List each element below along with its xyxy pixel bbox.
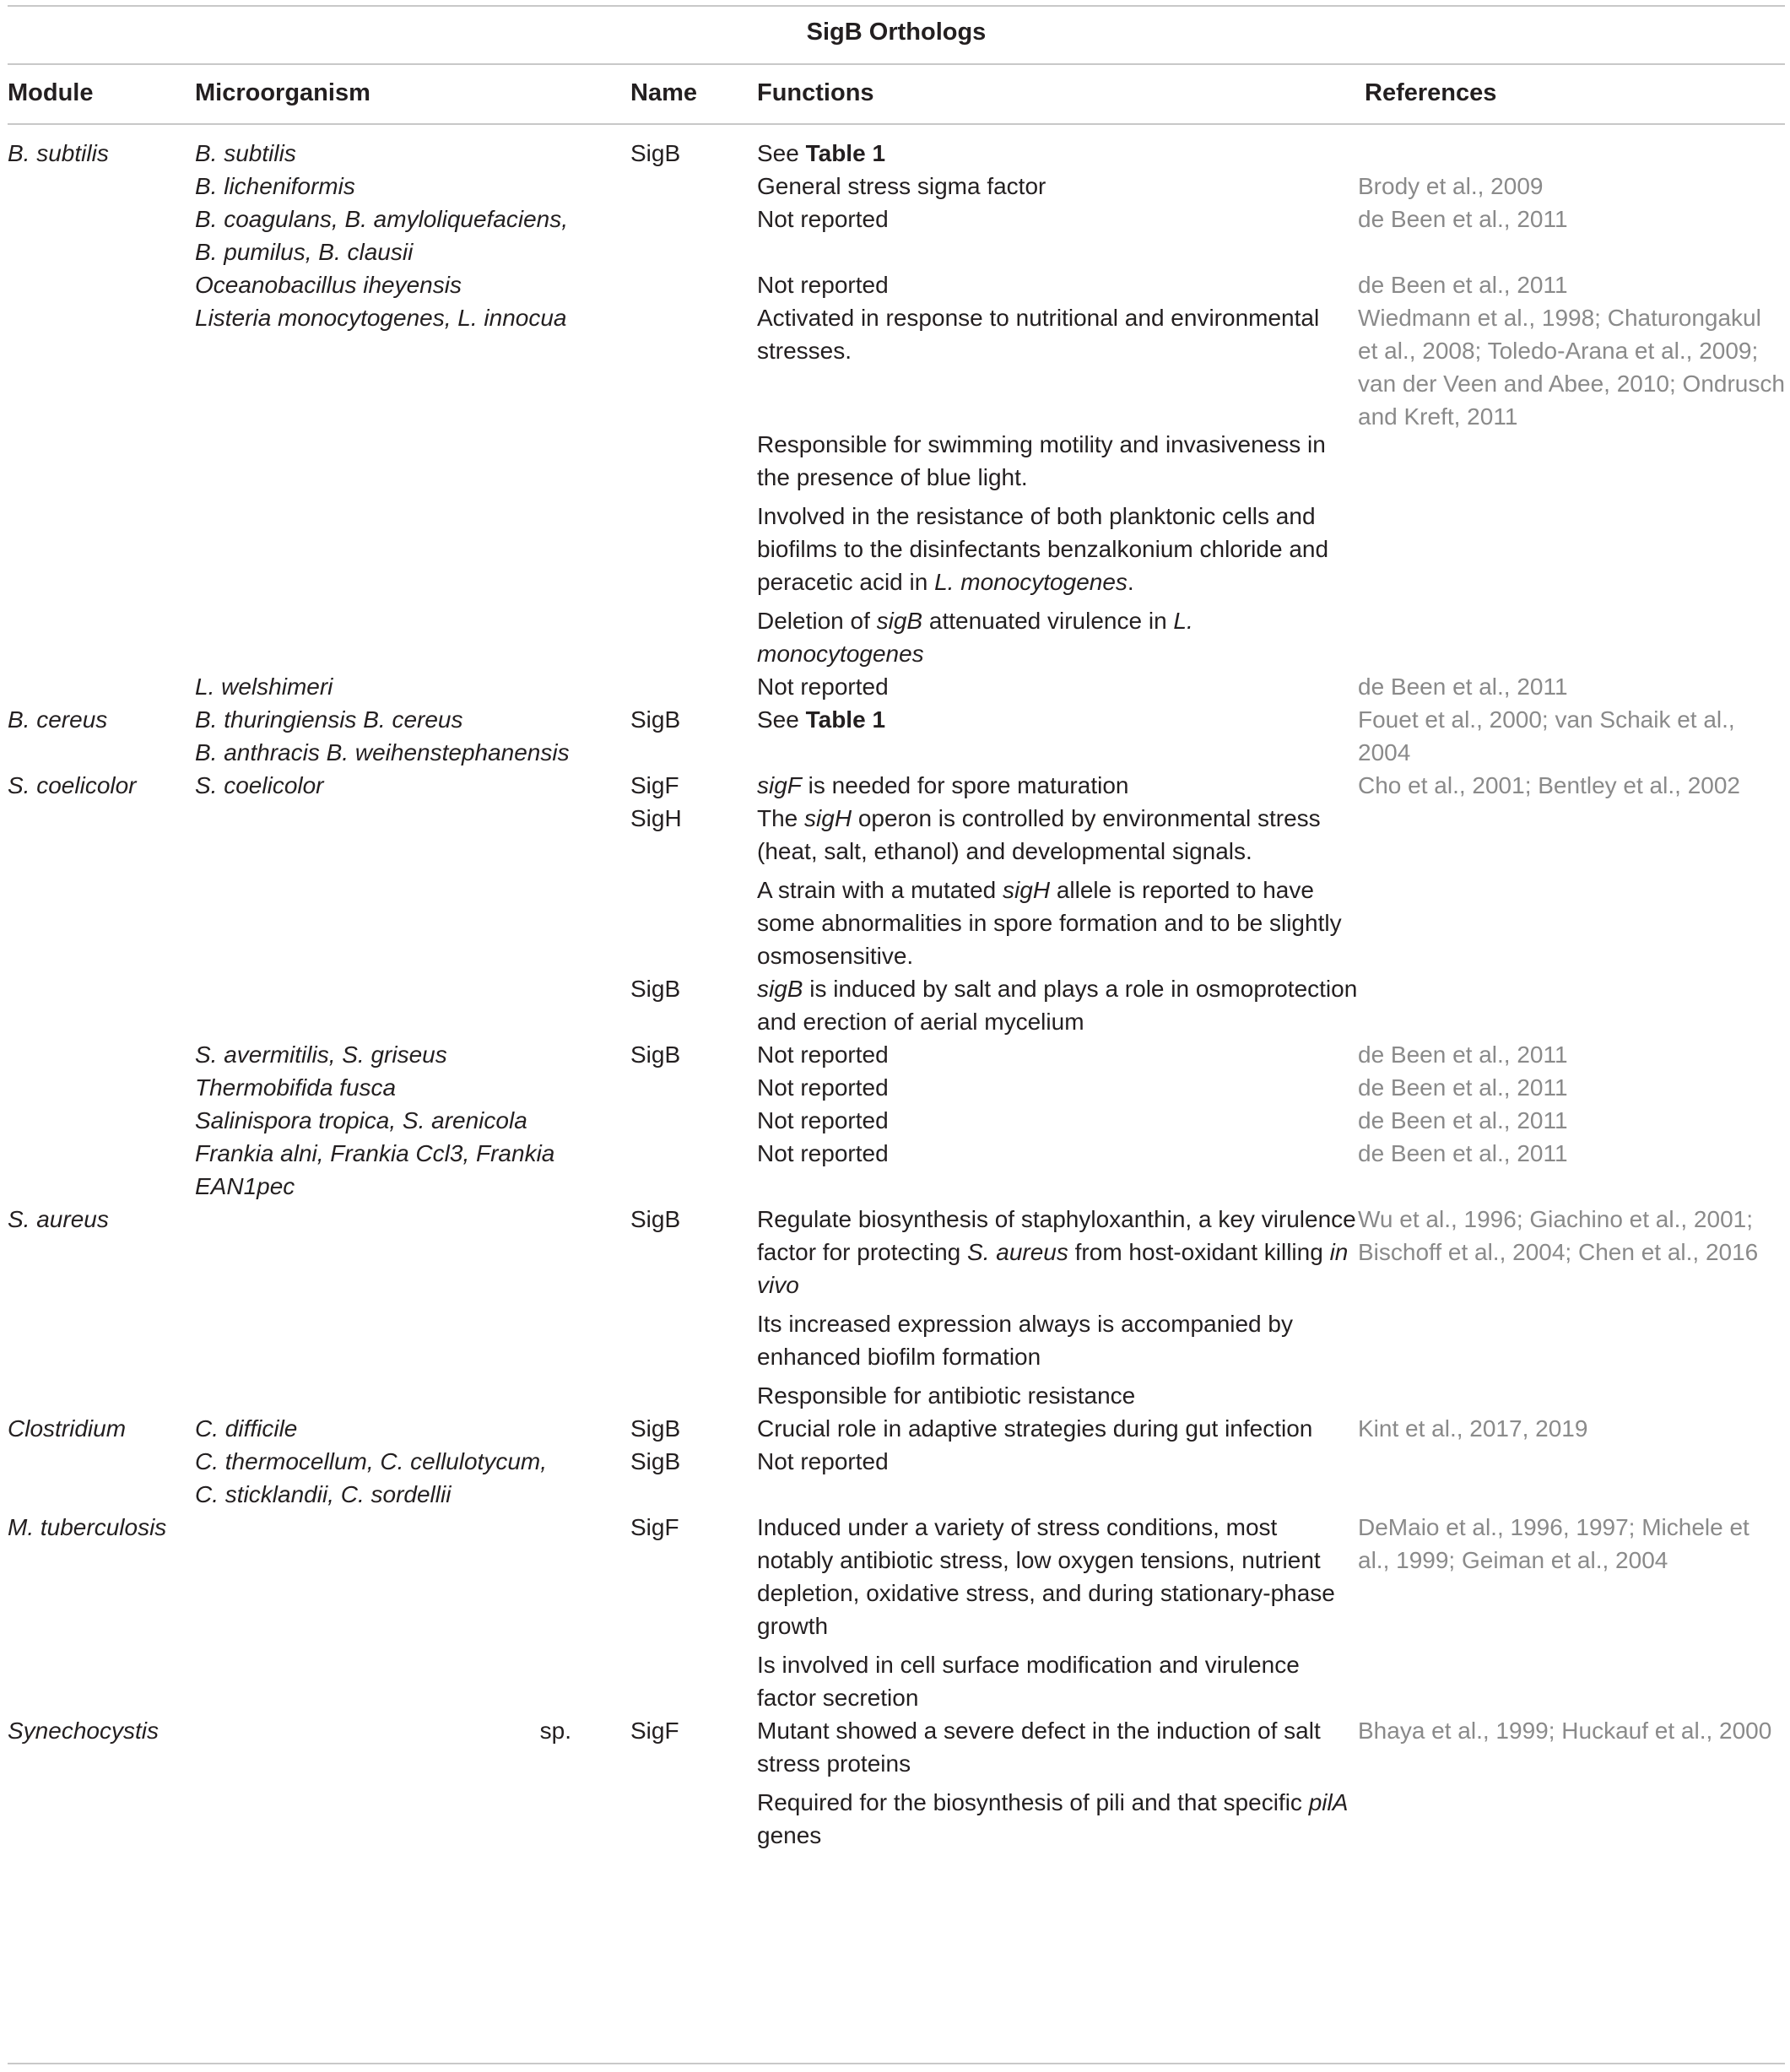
functions-cell: See Table 1	[757, 140, 886, 166]
functions-cell: sigB is induced by salt and plays a role in osmoprotection and erection of aerial mycelium	[757, 976, 1358, 1035]
table-row	[8, 1203, 1785, 1412]
name-cell: SigH	[630, 805, 682, 831]
table-row	[8, 703, 1785, 769]
table-row	[8, 1445, 1785, 1511]
name-cell: SigB	[630, 1206, 681, 1232]
references-cell: de Been et al., 2011	[1358, 272, 1568, 298]
name-cell: SigF	[630, 1514, 679, 1540]
functions-cell: Not reported	[757, 1448, 889, 1474]
module-cell: S. coelicolor	[8, 772, 137, 798]
functions-cell: sigF is needed for spore maturation	[757, 772, 1129, 798]
microorganism-cell: sp.	[539, 1718, 571, 1744]
references-cell: Wu et al., 1996; Giachino et al., 2001; Bischoff et al., 2004; Chen et al., 2016	[1358, 1206, 1759, 1265]
functions-cell: The sigH operon is controlled by environmental stress (heat, salt, ethanol) and developmental signals. A strain with a mutated sigH allele is reported to have some abnormalities in spore formation and to be slightly osmosensitive.	[757, 805, 1342, 969]
name-cell: SigB	[630, 140, 681, 166]
name-cell: SigB	[630, 1448, 681, 1474]
functions-cell: Not reported	[757, 1107, 889, 1133]
title-rule	[8, 63, 1785, 65]
col-header-module: Module	[8, 79, 94, 106]
table-row	[8, 268, 1785, 301]
table-row	[8, 670, 1785, 703]
table-title: SigB Orthologs	[806, 19, 987, 46]
references-cell: DeMaio et al., 1996, 1997; Michele et al., 1999; Geiman et al., 2004	[1358, 1514, 1749, 1573]
top-rule	[8, 5, 1785, 7]
functions-cell: General stress sigma factor	[757, 173, 1046, 199]
functions-cell: Not reported	[757, 674, 889, 700]
module-cell: M. tuberculosis	[8, 1514, 167, 1540]
module-cell: S. aureus	[8, 1206, 109, 1232]
table-row	[8, 1412, 1785, 1445]
references-cell: de Been et al., 2011	[1358, 206, 1568, 232]
table-row	[8, 1104, 1785, 1137]
references-cell: de Been et al., 2011	[1358, 1107, 1568, 1133]
references-cell: Brody et al., 2009	[1358, 173, 1544, 199]
references-cell	[1358, 1445, 1785, 1511]
name-cell: SigB	[630, 1415, 681, 1442]
references-cell: Kint et al., 2017, 2019	[1358, 1415, 1588, 1442]
module-cell: Synechocystis	[8, 1718, 159, 1744]
microorganism-cell: B. coagulans, B. amyloliquefaciens, B. pumilus, B. clausii	[195, 206, 569, 265]
microorganism-cell: Thermobifida fusca	[195, 1074, 397, 1101]
functions-cell: Not reported	[757, 272, 889, 298]
references-cell: Bhaya et al., 1999; Huckauf et al., 2000	[1358, 1718, 1772, 1744]
table-row	[8, 170, 1785, 203]
table-row	[8, 203, 1785, 268]
table-row	[8, 972, 1785, 1038]
references-cell	[1358, 137, 1785, 170]
references-cell: Fouet et al., 2000; van Schaik et al., 2004	[1358, 706, 1735, 766]
microorganism-cell: S. coelicolor	[195, 772, 324, 798]
functions-cell: Crucial role in adaptive strategies during gut infection	[757, 1415, 1313, 1442]
bottom-rule	[8, 2063, 1785, 2064]
table-row	[8, 769, 1785, 802]
table-row	[8, 137, 1785, 170]
functions-cell: Mutant showed a severe defect in the induction of salt stress proteins Required for the biosynthesis of pili and that specific pilA genes	[757, 1718, 1349, 1848]
functions-cell: Not reported	[757, 1041, 889, 1068]
table-row	[8, 1511, 1785, 1714]
table-1-reference: Table 1	[805, 140, 886, 166]
col-header-microorganism: Microorganism	[195, 79, 370, 106]
module-cell: B. cereus	[8, 706, 108, 733]
table-row	[8, 1137, 1785, 1203]
microorganism-cell: B. subtilis	[195, 140, 296, 166]
header-rule	[8, 123, 1785, 125]
microorganism-cell: Listeria monocytogenes, L. innocua	[195, 305, 567, 331]
functions-cell: Induced under a variety of stress conditions, most notably antibiotic stress, low oxygen tensions, nutrient depletion, oxidative stress, and during stationary-phase growth Is involved in cell surface modification and virulence factor secretion	[757, 1514, 1335, 1711]
name-cell: SigB	[630, 976, 681, 1002]
microorganism-cell: Oceanobacillus iheyensis	[195, 272, 462, 298]
module-cell: Clostridium	[8, 1415, 127, 1442]
references-cell: de Been et al., 2011	[1358, 1041, 1568, 1068]
microorganism-cell: B. thuringiensis B. cereus B. anthracis B. weihenstephanensis	[195, 706, 570, 766]
functions-cell: See Table 1	[757, 706, 886, 733]
functions-cell: Activated in response to nutritional and environmental stresses. Responsible for swimming motility and invasiveness in the presence of blue light. Involved in the resistance of both planktonic cells and biofilms to the disinfectants benzalkonium chloride and peracetic acid in L. monocytogenes. Deletion of sigB attenuated virulence in L. monocytogenes	[757, 305, 1329, 667]
table-1-reference: Table 1	[805, 706, 886, 733]
name-cell: SigF	[630, 1718, 679, 1744]
references-cell: Wiedmann et al., 1998; Chaturongakul et al., 2008; Toledo-Arana et al., 2009; van der Veen and Abee, 2010; Ondrusch and Kreft, 2011	[1358, 305, 1785, 430]
references-cell: de Been et al., 2011	[1358, 674, 1568, 700]
table-row	[8, 1038, 1785, 1071]
functions-cell: Not reported	[757, 206, 889, 232]
references-cell: Cho et al., 2001; Bentley et al., 2002	[1358, 772, 1740, 798]
functions-cell: Regulate biosynthesis of staphyloxanthin, a key virulence factor for protecting S. aureus from host-oxidant killing in vivo Its increased expression always is accompanied by enhanced biofilm formation Responsible for antibiotic resistance	[757, 1206, 1356, 1409]
table-row	[8, 802, 1785, 972]
microorganism-cell: B. licheniformis	[195, 173, 355, 199]
col-header-name: Name	[630, 79, 697, 106]
table-row	[8, 1714, 1785, 1852]
microorganism-cell: C. difficile	[195, 1415, 298, 1442]
microorganism-cell: Frankia alni, Frankia Ccl3, Frankia EAN1pec	[195, 1140, 555, 1199]
table-row	[8, 1071, 1785, 1104]
table-row	[8, 301, 1785, 670]
col-header-functions: Functions	[757, 79, 874, 106]
functions-cell: Not reported	[757, 1074, 889, 1101]
table-body	[8, 137, 1785, 1852]
references-cell: de Been et al., 2011	[1358, 1140, 1568, 1166]
name-cell: SigB	[630, 1041, 681, 1068]
name-cell: SigB	[630, 706, 681, 733]
functions-cell: Not reported	[757, 1140, 889, 1166]
microorganism-cell: Salinispora tropica, S. arenicola	[195, 1107, 527, 1133]
microorganism-cell: C. thermocellum, C. cellulotycum, C. sticklandii, C. sordellii	[195, 1448, 548, 1507]
references-cell: de Been et al., 2011	[1358, 1074, 1568, 1101]
name-cell: SigF	[630, 772, 679, 798]
microorganism-cell: S. avermitilis, S. griseus	[195, 1041, 447, 1068]
module-cell: B. subtilis	[8, 140, 109, 166]
microorganism-cell: L. welshimeri	[195, 674, 333, 700]
col-header-references: References	[1365, 79, 1497, 106]
